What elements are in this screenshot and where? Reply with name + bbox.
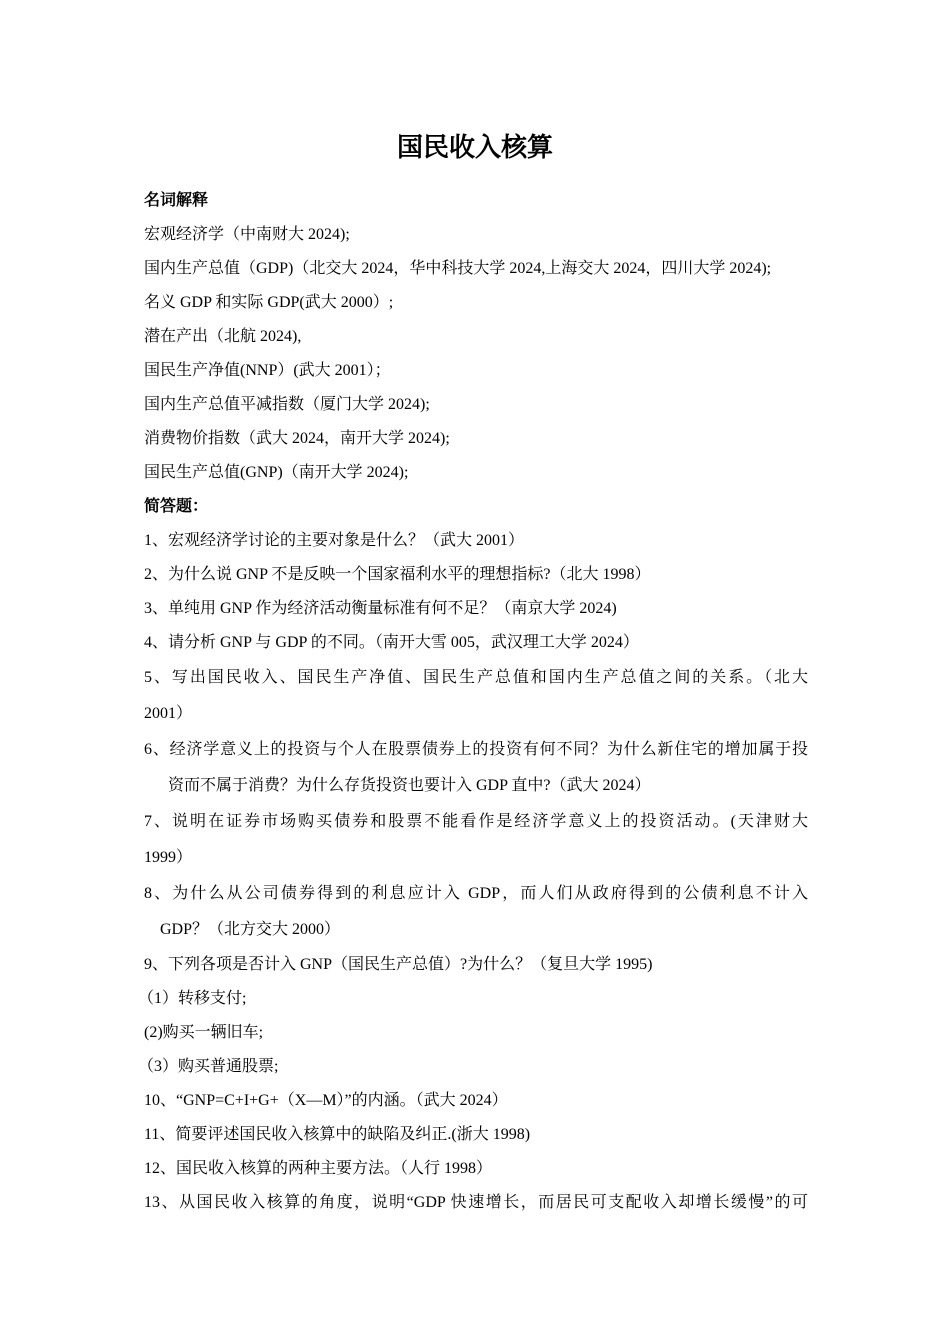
term-item: 名义 GDP 和实际 GDP(武大 2000）; <box>144 294 394 311</box>
term-item: 国内生产总值平减指数（厦门大学 2024); <box>144 396 430 413</box>
question-3: 3、单纯用 GNP 作为经济活动衡量标准有何不足？（南京大学 2024) <box>144 600 617 617</box>
question-6-line-1: 6、经济学意义上的投资与个人在股票债券上的投资有何不同？为什么新住宅的增加属于投 <box>144 741 808 758</box>
question-6-line-2: 资而不属于消费？为什么存货投资也要计入 GDP 直中?（武大 2024） <box>168 777 651 794</box>
question-7-line-1: 7、说明在证券市场购买债券和股票不能看作是经济学意义上的投资活动。(天津财大 <box>144 813 808 830</box>
question-9-option-2: (2)购买一辆旧车; <box>144 1024 264 1041</box>
document-title: 国民收入核算 <box>396 133 553 162</box>
question-5-line-1: 5、写出国民收入、国民生产净值、国民生产总值和国内生产总值之间的关系。（北大 <box>144 669 808 686</box>
question-5-line-2: 2001） <box>144 705 193 722</box>
term-item: 宏观经济学（中南财大 2024); <box>144 226 350 243</box>
term-item: 国内生产总值（GDP)（北交大 2024，华中科技大学 2024,上海交大 2024，四川大学 2024); <box>144 260 772 277</box>
question-2: 2、为什么说 GNP 不是反映一个国家福利水平的理想指标?（北大 1998） <box>144 566 651 583</box>
term-item: 潜在产出（北航 2024), <box>144 328 302 345</box>
question-9: 9、下列各项是否计入 GNP（国民生产总值）?为什么？（复旦大学 1995) <box>144 956 653 973</box>
question-10: 10、“GNP=C+I+G+（X—M）”的内涵。（武大 2024） <box>144 1092 508 1109</box>
term-item: 国民生产净值(NNP）(武大 2001）； <box>144 362 391 379</box>
question-9-option-1: （1）转移支付; <box>138 990 247 1007</box>
question-8-line-2: GDP？（北方交大 2000） <box>160 921 341 938</box>
question-8-line-1: 8、为什么从公司债券得到的利息应计入 GDP，而人们从政府得到的公债利息不计入 <box>144 885 808 902</box>
term-item: 国民生产总值(GNP)（南开大学 2024); <box>144 464 409 481</box>
section-heading-questions: 简答题： <box>144 498 209 515</box>
question-9-option-3: （3）购买普通股票; <box>138 1058 279 1075</box>
document-body <box>138 184 808 1220</box>
question-7-line-2: 1999） <box>144 849 193 866</box>
question-4: 4、请分析 GNP 与 GDP 的不同。（南开大雪 005，武汉理工大学 2024） <box>144 634 639 651</box>
question-12: 12、国民收入核算的两种主要方法。（人行 1998） <box>144 1160 493 1177</box>
question-13: 13、从国民收入核算的角度，说明“GDP 快速增长，而居民可支配收入却增长缓慢”的可 <box>144 1194 808 1211</box>
term-item: 消费物价指数（武大 2024，南开大学 2024); <box>144 430 450 447</box>
question-1: 1、宏观经济学讨论的主要对象是什么？（武大 2001） <box>144 532 525 549</box>
question-11: 11、简要评述国民收入核算中的缺陷及纠正.(浙大 1998) <box>144 1126 531 1143</box>
section-heading-terms: 名词解释 <box>144 192 209 209</box>
